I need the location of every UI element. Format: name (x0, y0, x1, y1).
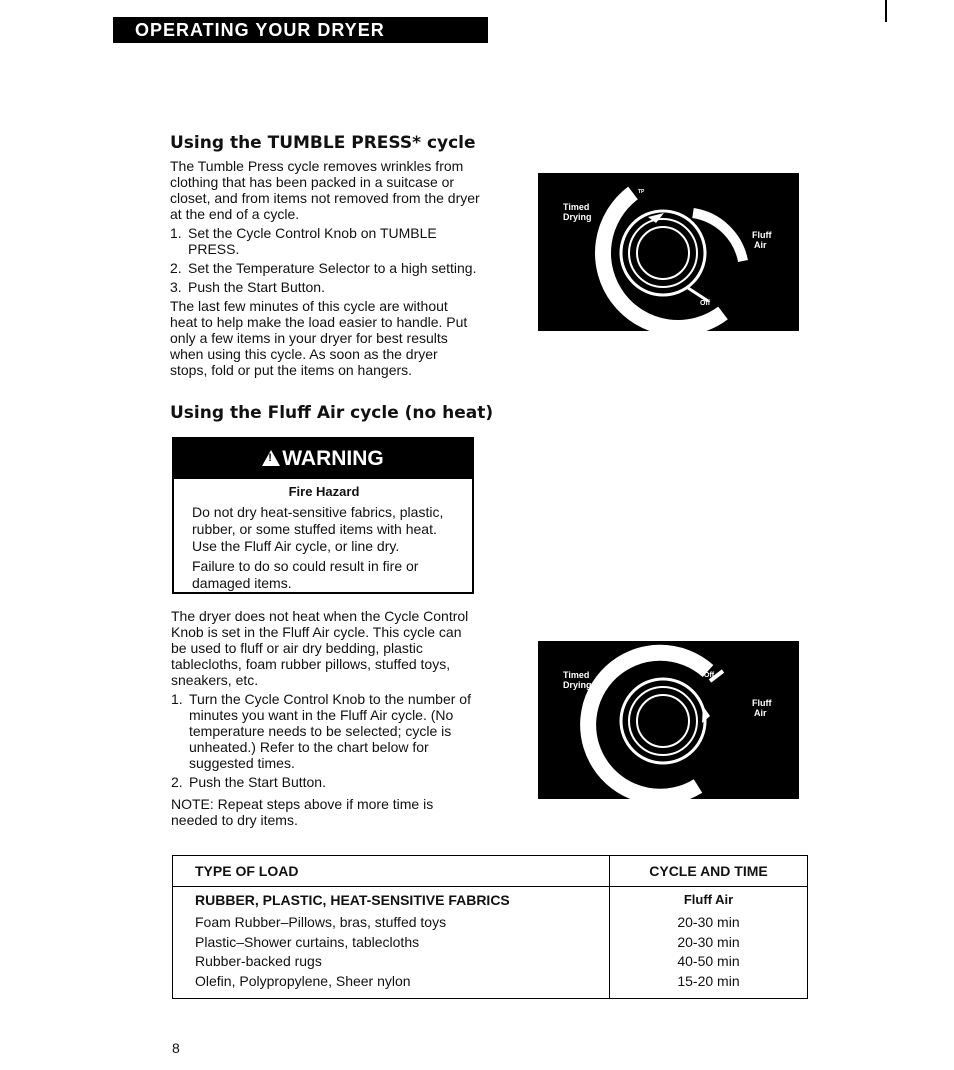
column-header-type: TYPE OF LOAD (173, 856, 610, 887)
table-row: Olefin, Polypropylene, Sheer nylon 15-20 min (173, 973, 808, 999)
fluff-air-section (171, 608, 476, 831)
cycle-dial-fluff-image: Timed Drying Fluff Air Off (538, 641, 799, 799)
column-header-cycle: CYCLE AND TIME (610, 856, 808, 887)
list-item: 2. Set the Temperature Selector to a high setting. (170, 260, 477, 276)
tumble-press-intro: The Tumble Press cycle removes wrinkles from clothing that has been packed in a suitcase or closet, and from items not removed from the dryer at the end of a cycle. (170, 158, 480, 222)
warning-box (172, 437, 474, 594)
dial-knob-icon (538, 641, 799, 799)
tumble-press-steps (170, 225, 480, 295)
warning-header: !WARNING (174, 439, 472, 479)
warning-text: Do not dry heat-sensitive fabrics, plastic, rubber, or some stuffed items with heat. Use the Fluff Air cycle, or line dry. (192, 504, 444, 554)
section-header: OPERATING YOUR DRYER (113, 17, 488, 43)
fluff-air-intro: The dryer does not heat when the Cycle Control Knob is set in the Fluff Air cycle. This cycle can be used to fluff or air dry bedding, plastic tablecloths, foam rubber pillows, stuffed toys, sneakers, etc. (171, 608, 469, 688)
warning-triangle-icon (262, 450, 280, 466)
table-row: Rubber-backed rugs 40-50 min (173, 953, 808, 973)
page-number: 8 (172, 1040, 180, 1056)
warning-subtitle: Fire Hazard (288, 484, 360, 499)
page-edge-mark (885, 0, 887, 22)
table-row: Plastic–Shower curtains, tablecloths 20-30 min (173, 934, 808, 954)
table-row: Foam Rubber–Pillows, bras, stuffed toys 20-30 min (173, 914, 808, 934)
tumble-press-section (170, 133, 500, 381)
fluff-air-note: NOTE: Repeat steps above if more time is needed to dry items. (171, 796, 434, 828)
cycle-dial-tumble-image: Timed Drying Fluff Air Off TP (538, 173, 799, 331)
list-item: 1. Set the Cycle Control Knob on TUMBLE PRESS. (170, 225, 437, 257)
fluff-air-steps (171, 691, 476, 790)
dial-knob-icon (538, 173, 799, 331)
list-item: 1. Turn the Cycle Control Knob to the number of minutes you want in the Fluff Air cycle. (No temperature needs to be selected; cycle is unheated.) Refer to the chart below for suggested times. (171, 691, 471, 771)
category-label: RUBBER, PLASTIC, HEAT-SENSITIVE FABRICS (195, 892, 510, 908)
category-cycle: Fluff Air (610, 887, 808, 915)
list-item: 3. Push the Start Button. (170, 279, 325, 295)
tumble-press-outro: The last few minutes of this cycle are without heat to help make the load easier to handle. Put only a few items in your dryer for best results when using this cycle. As soon as the dryer stops, fold or put the items on hangers. (170, 298, 468, 378)
fluff-air-heading: Using the Fluff Air cycle (no heat) (170, 403, 494, 423)
tumble-press-heading: Using the TUMBLE PRESS* cycle (170, 133, 476, 153)
list-item: 2. Push the Start Button. (171, 774, 326, 790)
load-time-table (172, 855, 808, 999)
warning-consequence: Failure to do so could result in fire or damaged items. (192, 558, 419, 591)
